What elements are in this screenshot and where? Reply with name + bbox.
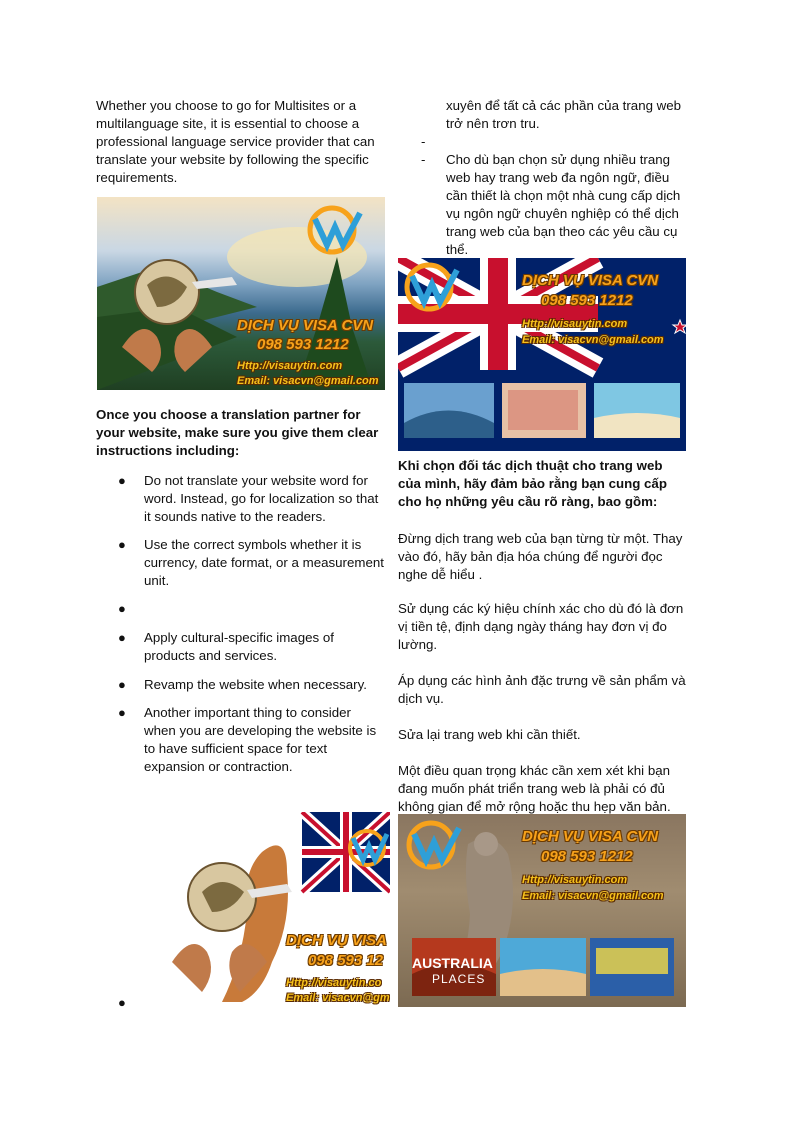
flag-visa-ad-image bbox=[398, 258, 686, 451]
ad4-website: Http://visauytin.com bbox=[522, 874, 628, 886]
australia-visa-ad-image bbox=[398, 814, 686, 1007]
right-top-continuation: xuyên để tất cả các phần của trang web trở nên trơn tru. bbox=[446, 98, 682, 131]
right-paragraph: Đừng dịch trang web của bạn từng từ một. Thay vào đó, hãy bản địa hóa chúng để người đọc nghe dễ hiểu . bbox=[398, 531, 683, 582]
ad2-phone: 098 593 1212 bbox=[541, 292, 633, 309]
australia-tile-title: AUSTRALIA bbox=[412, 955, 493, 971]
cvn-logo-icon bbox=[347, 828, 389, 868]
kangaroo-visa-ad-image bbox=[162, 812, 390, 1005]
ad2-brand: DỊCH VỤ VISA CVN bbox=[522, 272, 659, 289]
left-instructions-heading: Once you choose a translation partner for your website, make sure you give them clear instructions including: bbox=[96, 407, 379, 458]
ad3-website: Http://visauytin.co bbox=[286, 977, 382, 989]
australia-tile-subtitle: PLACES bbox=[432, 972, 486, 986]
ad4-email: Email: visacvn@gmail.com bbox=[522, 890, 664, 902]
right-paragraph: Áp dụng các hình ảnh đặc trưng về sản phẩm và dịch vụ. bbox=[398, 673, 686, 706]
cvn-logo-icon bbox=[305, 205, 367, 255]
ad4-phone: 098 593 1212 bbox=[541, 848, 633, 865]
ad1-email: Email: visacvn@gmail.com bbox=[237, 375, 379, 387]
ad2-email: Email: visacvn@gmail.com bbox=[522, 334, 664, 346]
ad1-website: Http://visauytin.com bbox=[237, 360, 343, 372]
ad1-phone: 098 593 1212 bbox=[257, 336, 349, 353]
ad4-brand: DỊCH VỤ VISA CVN bbox=[522, 828, 659, 845]
right-paragraph: Sử dụng các ký hiệu chính xác cho dù đó là đơn vị tiền tệ, định dạng ngày tháng hay đơn vị đo lường. bbox=[398, 601, 684, 652]
ad3-phone: 098 593 12 bbox=[308, 952, 384, 969]
cvn-logo-icon bbox=[404, 820, 466, 870]
ad3-email: Email: visacvn@gm bbox=[286, 992, 390, 1004]
right-paragraph: Sửa lại trang web khi cần thiết. bbox=[398, 727, 581, 742]
coastal-visa-ad-image bbox=[97, 197, 385, 390]
left-intro-paragraph: Whether you choose to go for Multisites or a multilanguage site, it is essential to choose a professional language service provider that can translate your website by following the specific requirements. bbox=[96, 98, 375, 185]
right-instructions-heading: Khi chọn đối tác dịch thuật cho trang web của mình, hãy đảm bảo rằng bạn cung cấp cho họ những yêu cầu rõ ràng, bao gồm: bbox=[398, 458, 667, 509]
ad3-brand: DỊCH VỤ VISA bbox=[286, 932, 387, 949]
ad2-website: Http://visauytin.com bbox=[522, 318, 628, 330]
right-paragraph: Một điều quan trọng khác cần xem xét khi bạn đang muốn phát triển trang web là phải có đủ không gian để mở rộng hoặc thu hẹp văn bản. bbox=[398, 763, 671, 814]
ad1-brand: DỊCH VỤ VISA CVN bbox=[237, 317, 374, 334]
cvn-logo-icon bbox=[402, 262, 460, 312]
